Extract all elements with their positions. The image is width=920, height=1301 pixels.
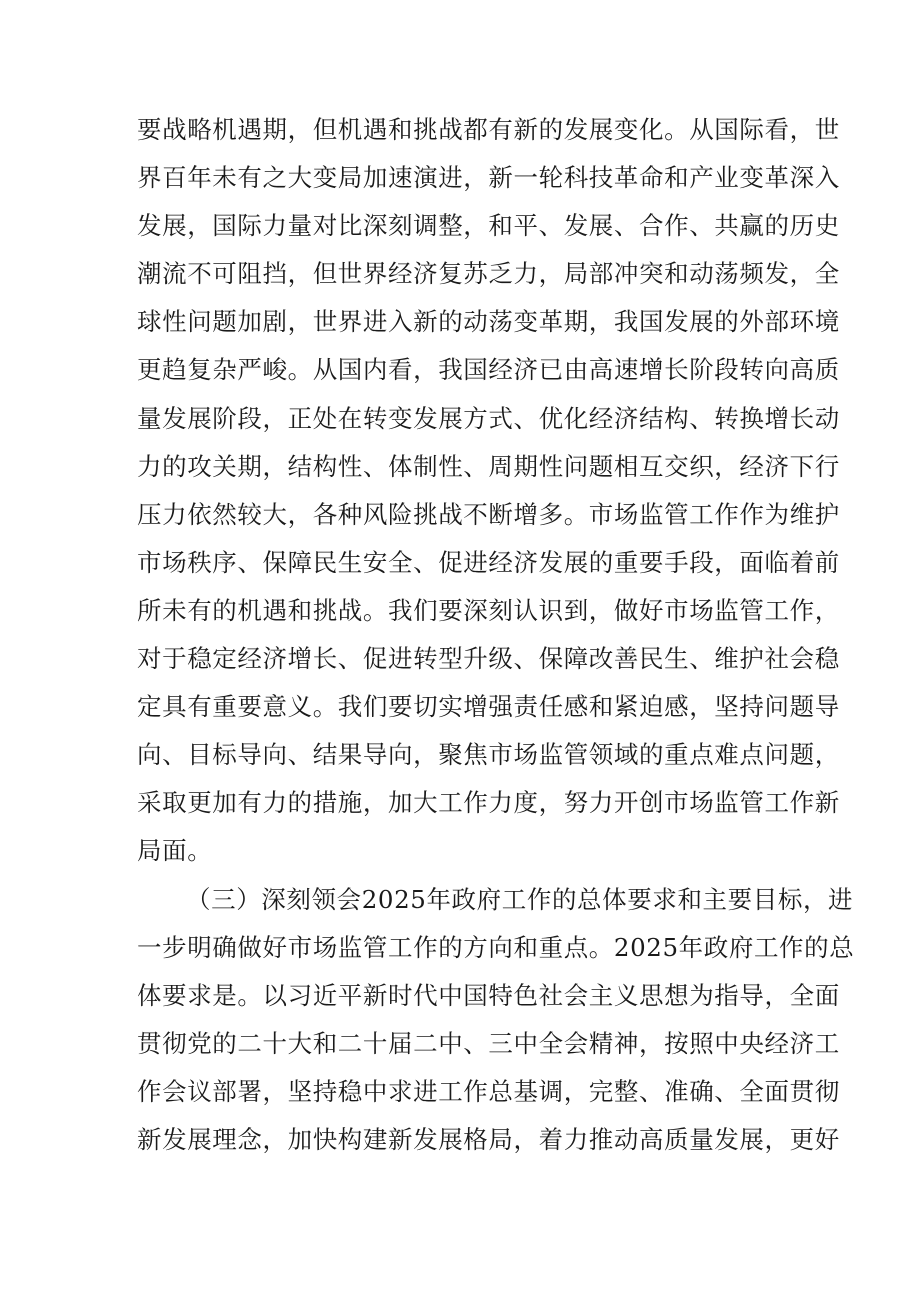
text-line-11: 所未有的机遇和挑战。我们要深刻认识到，做好市场监管工作， [137, 595, 840, 625]
text-line-2: 界百年未有之大变局加速演进，新一轮科技革命和产业变革深入 [137, 163, 840, 193]
text-line-9: 压力依然较大，各种风险挑战不断增多。市场监管工作作为维护 [137, 499, 840, 529]
text-line-21: 作会议部署，坚持稳中求进工作总基调，完整、准确、全面贯彻 [137, 1076, 840, 1106]
text-line-6: 更趋复杂严峻。从国内看，我国经济已由高速增长阶段转向高质 [137, 355, 840, 385]
text-line-5: 球性问题加剧，世界进入新的动荡变革期，我国发展的外部环境 [137, 307, 840, 337]
text-line-19: 体要求是。以习近平新时代中国特色社会主义思想为指导，全面 [137, 980, 840, 1010]
section-heading-line: （三）深刻领会2025年政府工作的总体要求和主要目标，进 [186, 884, 854, 914]
body-text [137, 106, 855, 1164]
text-line-12: 对于稳定经济增长、促进转型升级、保障改善民生、维护社会稳 [137, 644, 840, 674]
text-line-4: 潮流不可阻挡，但世界经济复苏乏力，局部冲突和动荡频发，全 [137, 259, 840, 289]
text-line-22: 新发展理念，加快构建新发展格局，着力推动高质量发展，更好 [137, 1124, 840, 1154]
text-line-14: 向、目标导向、结果导向，聚焦市场监管领域的重点难点问题， [137, 740, 840, 770]
text-line-16: 局面。 [137, 836, 213, 866]
text-line-8: 力的攻关期，结构性、体制性、周期性问题相互交织，经济下行 [137, 451, 840, 481]
text-line-7: 量发展阶段，正处在转变发展方式、优化经济结构、转换增长动 [137, 403, 840, 433]
text-line-10: 市场秩序、保障民生安全、促进经济发展的重要手段，面临着前 [137, 547, 840, 577]
text-line-18: 一步明确做好市场监管工作的方向和重点。2025年政府工作的总 [137, 932, 855, 962]
text-line-3: 发展，国际力量对比深刻调整，和平、发展、合作、共赢的历史 [137, 211, 840, 241]
text-line-13: 定具有重要意义。我们要切实增强责任感和紧迫感，坚持问题导 [137, 692, 840, 722]
text-line-1: 要战略机遇期，但机遇和挑战都有新的发展变化。从国际看，世 [137, 115, 840, 144]
text-line-20: 贯彻党的二十大和二十届二中、三中全会精神，按照中央经济工 [137, 1028, 840, 1058]
text-line-15: 采取更加有力的措施，加大工作力度，努力开创市场监管工作新 [137, 788, 840, 818]
